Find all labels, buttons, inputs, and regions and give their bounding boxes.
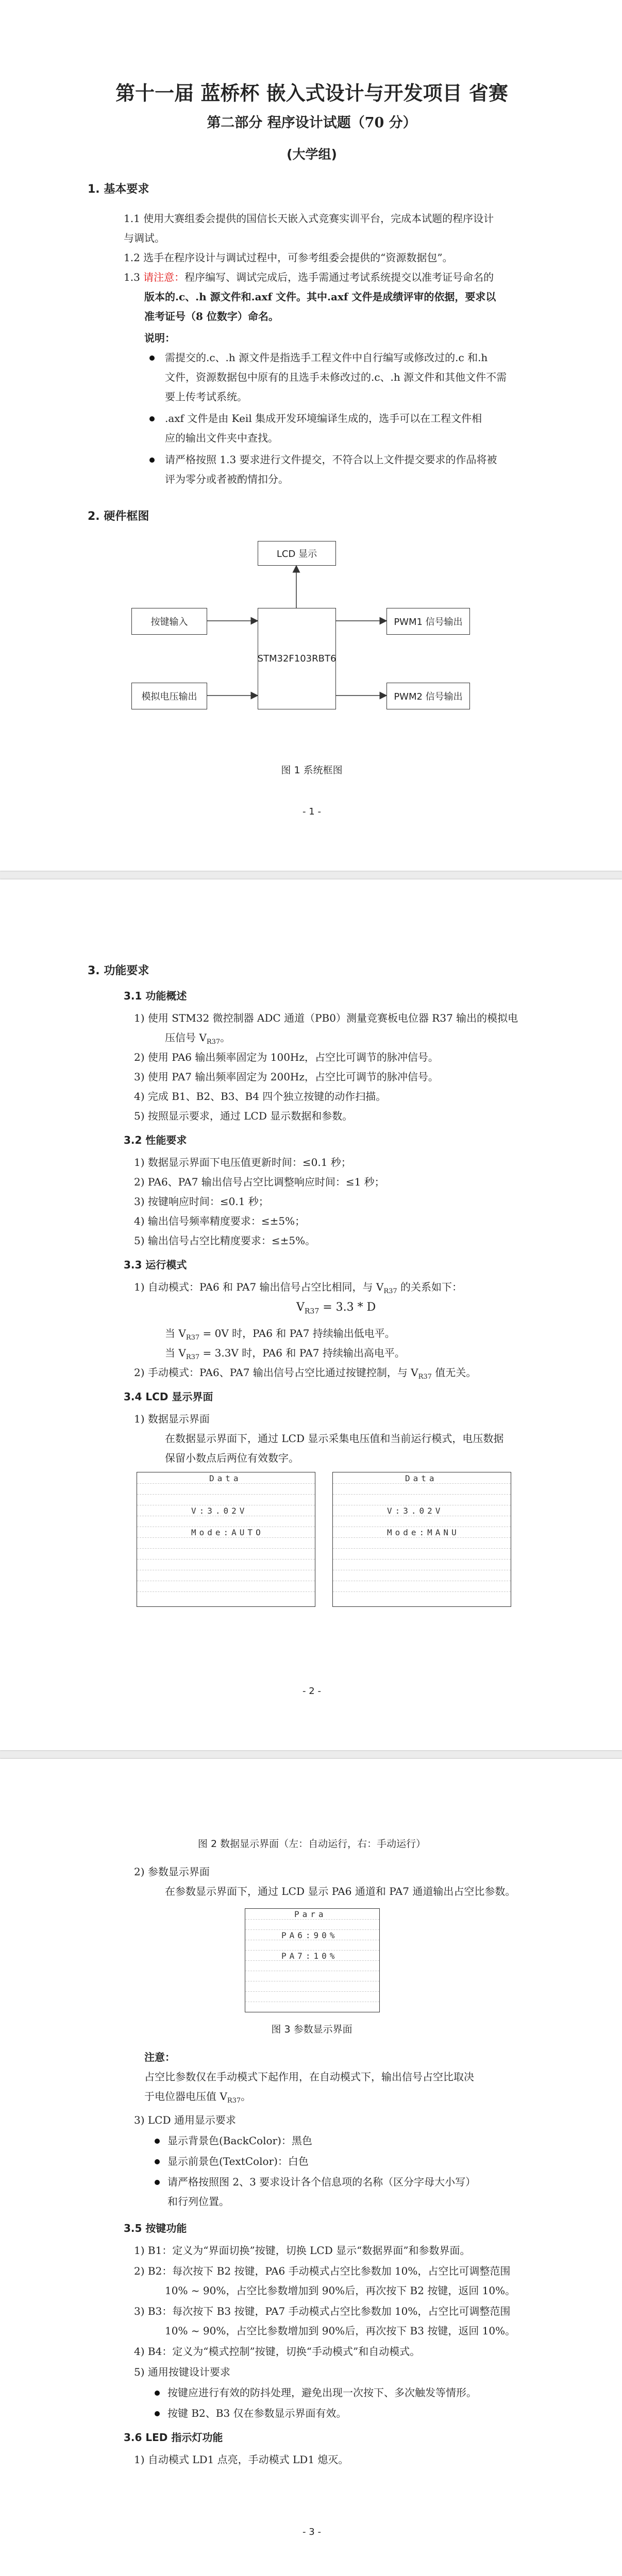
lcd-grid-line <box>245 1929 379 1930</box>
note-1-line2: 文件，资源数据包中原有的且选手未修改过的.c、.h 源文件和其他文件不需 <box>165 371 507 383</box>
lcd-data-manual <box>332 1472 511 1607</box>
perf-item-3: 3) 按键响应时间：≤0.1 秒； <box>134 1195 269 1208</box>
section-3-5-heading: 3.5 按键功能 <box>124 2222 187 2234</box>
vr37-subscript: R37 <box>227 2097 241 2105</box>
vr37-subscript: R37 <box>383 1287 397 1295</box>
notice-line2 <box>144 2087 251 2111</box>
lcd-para <box>245 1908 380 2012</box>
lcd-general-2: 显示前景色(TextColor)：白色 <box>167 2155 309 2167</box>
mode-auto-line <box>134 1277 462 1301</box>
lcd-general-3b: 和行列位置。 <box>167 2195 229 2208</box>
block-mcu: STM32F103RBT6 <box>258 608 336 709</box>
page-3 <box>0 1759 622 2576</box>
req-1-1-line2: 与调试。 <box>124 232 165 244</box>
perf-item-4: 4) 输出信号频率精度要求：≤±5%； <box>134 1215 306 1227</box>
lcd-pa6: PA6:90% <box>281 1930 338 1940</box>
req-1-3-line2: 版本的.c、.h 源文件和.axf 文件。其中.axf 文件是成绩评审的依据，要求以 <box>144 291 496 303</box>
perf-item-5: 5) 输出信号占空比精度要求：≤±5%。 <box>134 1234 316 1247</box>
lcd-title: Data <box>405 1473 438 1483</box>
led-item-1: 1) 自动模式 LD1 点亮，手动模式 LD1 熄灭。 <box>134 2453 349 2466</box>
key-item-3b: 10% ~ 90%，占空比参数增加到 90%后，再次按下 B3 按键，返回 10%。 <box>165 2325 516 2337</box>
key-item-2a: 2) B2：每次按下 B2 按键，PA6 手动模式占空比参数加 10%，占空比可调整范围 <box>134 2265 511 2277</box>
lcd-general-3a: 请严格按照图 2、3 要求设计各个信息项的名称（区分字母大小写） <box>167 2176 476 2188</box>
key-item-2b: 10% ~ 90%，占空比参数增加到 90%后，再次按下 B2 按键，返回 10%。 <box>165 2284 516 2297</box>
func-item-3: 3) 使用 PA7 输出频率固定为 200Hz，占空比可调节的脉冲信号。 <box>134 1071 439 1083</box>
lcd-grid-line <box>137 1548 315 1549</box>
req-1-3-line1 <box>124 267 533 287</box>
lcd-general-1: 显示背景色(BackColor)：黑色 <box>167 2134 312 2147</box>
figure-2-caption: 图 2 数据显示界面（左：自动运行，右：手动运行） <box>197 1838 426 1850</box>
note-1-line1: 需提交的.c、.h 源文件是指选手工程文件中自行编写或修改过的.c 和.h <box>165 351 488 364</box>
req-1-1-line1: 1.1 使用大赛组委会提供的国信长天嵌入式竞赛实训平台，完成本试题的程序设计 <box>124 212 494 225</box>
func-item-1-line2: 压信号 $V_{R37}$。 <box>165 1031 231 1046</box>
lcd-grid-line <box>245 1991 379 1992</box>
bullet-dot <box>155 2159 160 2164</box>
lcd-mode: Mode:MANU <box>387 1528 460 1537</box>
key-item-5: 5) 通用按键设计要求 <box>134 2366 230 2378</box>
func-item-2: 2) 使用 PA6 输出频率固定为 100Hz，占空比可调节的脉冲信号。 <box>134 1051 439 1063</box>
req-1-3-text: 程序编写、调试完成后，选手需通过考试系统提交以准考证号命名的 <box>184 271 494 283</box>
bullet-dot <box>155 2411 160 2416</box>
key-item-1: 1) B1：定义为“界面切换”按键，切换 LCD 显示“数据界面”和参数界面。 <box>134 2244 470 2257</box>
bullet-dot <box>149 355 155 361</box>
lcd-mode: Mode:AUTO <box>191 1528 264 1537</box>
doc-subtitle: 第二部分 程序设计试题（70 分） <box>207 115 417 131</box>
full-text: 当 V <box>165 1347 186 1359</box>
lcd-grid-line <box>137 1483 315 1484</box>
doc-title: 第十一届 蓝桥杯 嵌入式设计与开发项目 省赛 <box>115 81 508 105</box>
lcd-grid-line <box>137 1494 315 1495</box>
lcd-title: Para <box>294 1909 327 1919</box>
note-heading: 说明： <box>144 332 175 344</box>
lcd-data-auto <box>137 1472 315 1607</box>
block-analog-voltage: 模拟电压输出 <box>131 683 207 709</box>
mode-manual-line <box>134 1363 476 1387</box>
section-3-4-heading: 3.4 LCD 显示界面 <box>124 1391 213 1403</box>
figure-1-caption: 图 1 系统框图 <box>281 765 343 776</box>
lcd-grid-line <box>245 1950 379 1951</box>
vr37-subscript: R37 <box>418 1373 432 1381</box>
lcd-grid-line <box>333 1494 511 1495</box>
page-1 <box>0 0 622 871</box>
data-screen-heading: 1) 数据显示界面 <box>134 1413 210 1425</box>
vr37-subscript: R37 <box>304 1307 320 1316</box>
notice-line2-text: 于电位器电压值 V <box>144 2090 227 2103</box>
note-3-line2: 评为零分或者被酌情扣分。 <box>165 473 289 485</box>
key-item-3a: 3) B3：每次按下 B3 按键，PA7 手动模式占空比参数加 10%，占空比可调整范围 <box>134 2305 511 2317</box>
duty-formula <box>296 1301 376 1315</box>
key-general-2: 按键 B2、B3 仅在参数显示界面有效。 <box>167 2407 347 2419</box>
vr37-subscript: R37 <box>186 1353 200 1361</box>
note-2-line2: 应的输出文件夹中查找。 <box>165 432 278 444</box>
mode-auto-text: 1) 自动模式：PA6 和 PA7 输出信号占空比相同，与 V <box>134 1281 384 1293</box>
lcd-grid-line <box>137 1591 315 1592</box>
para-screen-heading: 2) 参数显示界面 <box>134 1866 210 1878</box>
lcd-grid-line <box>333 1559 511 1560</box>
lcd-grid-line <box>137 1559 315 1560</box>
lcd-title: Data <box>209 1473 242 1483</box>
lcd-grid-line <box>333 1483 511 1484</box>
full-text-tail: = 3.3V 时，PA6 和 PA7 持续输出高电平。 <box>199 1347 405 1359</box>
req-1-3-line3: 准考证号（8 位数字）命名。 <box>144 310 279 323</box>
bullet-dot <box>149 457 155 463</box>
bullet-dot <box>155 2139 160 2144</box>
func-item-4: 4) 完成 B1、B2、B3、B4 四个独立按键的动作扫描。 <box>134 1090 386 1103</box>
section-2-heading: 2. 硬件框图 <box>88 510 149 523</box>
note-1-line3: 要上传考试系统。 <box>165 391 247 403</box>
section-3-2-heading: 3.2 性能要求 <box>124 1134 187 1146</box>
page-number: - 3 - <box>302 2527 321 2537</box>
doc-group: (大学组) <box>287 147 337 162</box>
formula-rhs: = 3.3 * D <box>319 1301 376 1314</box>
zero-text: 当 V <box>165 1327 186 1340</box>
block-key-input: 按键输入 <box>131 608 207 635</box>
lcd-voltage: V:3.02V <box>387 1506 444 1516</box>
perf-item-2: 2) PA6、PA7 输出信号占空比调整响应时间：≤1 秒； <box>134 1176 385 1188</box>
page-number: - 1 - <box>302 806 321 817</box>
perf-item-1: 1) 数据显示界面下电压值更新时间：≤0.1 秒； <box>134 1156 351 1168</box>
section-1-heading: 1. 基本要求 <box>88 183 149 196</box>
mode-manual-text-tail: 值无关。 <box>431 1366 477 1379</box>
key-general-1: 按键应进行有效的防抖处理，避免出现一次按下、多次触发等情形。 <box>167 2386 477 2399</box>
section-3-heading: 3. 功能要求 <box>88 964 149 977</box>
func-item-1-line1: 1) 使用 STM32 微控制器 ADC 通道（PB0）测量竞赛板电位器 R37 输出的模拟电 <box>134 1012 518 1024</box>
notice-line2-tail: 。 <box>241 2090 251 2103</box>
notice-heading: 注意： <box>144 2051 175 2063</box>
block-lcd: LCD 显示 <box>258 541 336 566</box>
lcd-general-heading: 3) LCD 通用显示要求 <box>134 2114 236 2126</box>
bullet-dot <box>155 2180 160 2185</box>
note-2-line1: .axf 文件是由 Keil 集成开发环境编译生成的，选手可以在工程文件相 <box>165 412 482 425</box>
lcd-grid-line <box>333 1537 511 1538</box>
zero-text-tail: = 0V 时，PA6 和 PA7 持续输出低电平。 <box>199 1327 395 1340</box>
req-1-3-prefix: 1.3 <box>124 271 144 283</box>
lcd-grid-line <box>333 1591 511 1592</box>
lcd-pa7: PA7:10% <box>281 1951 338 1961</box>
vr37-subscript: R37 <box>206 1038 221 1046</box>
lcd-grid-line <box>137 1537 315 1538</box>
formula-lhs: V <box>296 1301 305 1314</box>
req-1-3-warning: 请注意： <box>143 271 185 283</box>
lcd-grid-line <box>333 1548 511 1549</box>
vr37-subscript: R37 <box>186 1334 200 1342</box>
bullet-dot <box>149 416 155 421</box>
lcd-grid-line <box>245 1919 379 1920</box>
notice-line1: 占空比参数仅在手动模式下起作用，在自动模式下，输出信号占空比取决 <box>144 2071 474 2083</box>
mode-auto-text-tail: 的关系如下： <box>397 1281 463 1293</box>
note-3-line1: 请严格按照 1.3 要求进行文件提交，不符合以上文件提交要求的作品将被 <box>165 453 497 466</box>
para-screen-desc: 在参数显示界面下，通过 LCD 显示 PA6 通道和 PA7 通道输出占空比参数。 <box>165 1885 516 1897</box>
section-3-3-heading: 3.3 运行模式 <box>124 1259 187 1271</box>
figure-3-caption: 图 3 参数显示界面 <box>271 2024 352 2035</box>
data-screen-desc-2: 保留小数点后两位有效数字。 <box>165 1452 299 1464</box>
req-1-2: 1.2 选手在程序设计与调试过程中，可参考组委会提供的“资源数据包”。 <box>124 251 453 264</box>
system-block-diagram <box>121 536 502 752</box>
func-item-5: 5) 按照显示要求，通过 LCD 显示数据和参数。 <box>134 1110 353 1122</box>
block-pwm1: PWM1 信号输出 <box>386 608 470 635</box>
page-2 <box>0 879 622 1750</box>
mode-manual-text: 2) 手动模式：PA6、PA7 输出信号占空比通过按键控制，与 V <box>134 1366 418 1379</box>
section-3-1-heading: 3.1 功能概述 <box>124 990 187 1002</box>
data-screen-desc-1: 在数据显示界面下，通过 LCD 显示采集电压值和当前运行模式，电压数据 <box>165 1432 504 1445</box>
page-number: - 2 - <box>302 1686 321 1697</box>
lcd-voltage: V:3.02V <box>191 1506 248 1516</box>
func-item-1-text: 压信号 V <box>165 1031 207 1044</box>
section-3-6-heading: 3.6 LED 指示灯功能 <box>124 2431 223 2444</box>
key-item-4: 4) B4：定义为“模式控制”按键，切换“手动模式”和自动模式。 <box>134 2345 421 2358</box>
block-pwm2: PWM2 信号输出 <box>386 683 470 709</box>
bullet-dot <box>155 2391 160 2396</box>
